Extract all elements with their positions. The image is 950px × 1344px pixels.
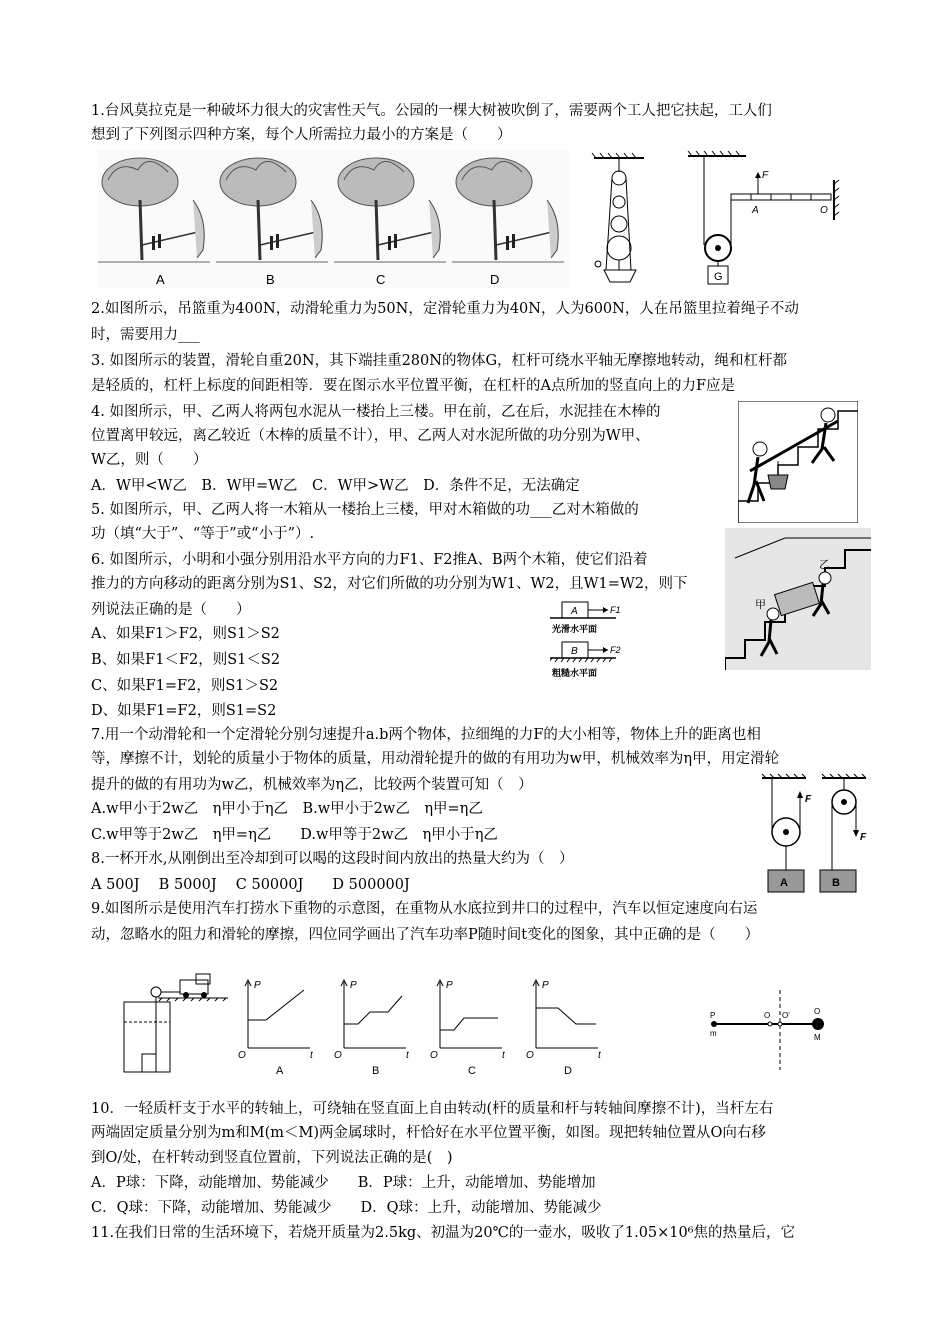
box-a-label: A (571, 606, 578, 617)
axis-p-label: P (446, 980, 453, 991)
text-line: 1.台风莫拉克是一种破坏力很大的灾害性天气。公园的一棵大树被吹倒了，需要两个工人把它扶起，工人们 (91, 103, 772, 119)
text-line: 功（填“大于”、“等于”或“小于”）. (91, 526, 315, 542)
text-line: C.w甲等于2w乙 η甲=η乙 D.w甲等于2w乙 η甲小于η乙 (91, 827, 498, 843)
text-line: 7.用一个动滑轮和一个定滑轮分别匀速提升a.b两个物体，拉细绳的力F的大小相等，物体上升的距离也相 (91, 727, 761, 743)
axis-t-label: t (598, 1050, 601, 1061)
force-f2-label: F2 (610, 645, 621, 655)
tree-options-figure (98, 150, 570, 288)
person-back-label: 乙 (819, 558, 830, 571)
mass-m-label: m (710, 1029, 717, 1038)
origin-label: O (526, 1050, 534, 1061)
force-label: F (805, 794, 812, 805)
axis-t-label: t (406, 1050, 409, 1061)
box-carry-figure (725, 528, 871, 670)
point-label: A (752, 205, 759, 216)
pivot-o2-label: O' (782, 1011, 790, 1020)
text-line: 是轻质的，杠杆上标度的间距相等．要在图示水平位置平衡，在杠杆的A点所加的竖直向上的力F应是 (91, 378, 736, 394)
text-line: 11.在我们日常的生活环境下，若烧开质量为2.5kg、初温为20℃的一壶水，吸收了1.05×10⁶焦的热量后，它 (91, 1225, 796, 1241)
option-label: B (266, 272, 275, 287)
text-line: 两端固定质量分别为m和M(m＜M)两金属球时，杆恰好在水平位置平衡，如图。现把转轴位置从O向右移 (91, 1125, 766, 1141)
text-line: 2.如图所示，吊篮重为400N，动滑轮重力为50N，定滑轮重力为40N，人为600N，人在吊篮里拉着绳子不动 (91, 301, 799, 317)
mass-big-m-label: M (814, 1033, 821, 1042)
text-line: 时，需要用力___ (91, 327, 200, 343)
text-line: 推力的方向移动的距离分别为S1、S2，对它们所做的功分别为W1、W2，且W1=W2，则下 (91, 576, 688, 592)
cement-carry-figure (738, 401, 858, 523)
surface-rough-label: 粗糙水平面 (552, 669, 598, 679)
surface-smooth-label: 光滑水平面 (552, 625, 598, 635)
box-b-label: B (571, 646, 578, 657)
text-line: A．P球：下降，动能增加、势能减少 B．P球：上升，动能增加、势能增加 (91, 1175, 596, 1191)
text-line: 5. 如图所示，甲、乙两人将一木箱从一楼抬上三楼，甲对木箱做的功___乙对木箱做的 (91, 502, 639, 518)
text-line: 想到了下列图示四种方案，每个人所需拉力最小的方案是（ ） (91, 127, 512, 143)
graph-option-label: A (276, 1065, 284, 1077)
block-b-label: B (832, 877, 840, 889)
graph-option-label: C (468, 1065, 476, 1077)
text-line: 10．一轻质杆支于水平的转轴上，可绕轴在竖直面上自由转动(杆的质量和杆与转轴间摩擦不计)，当杆左右 (91, 1101, 774, 1117)
text-line: W乙，则（ ） (91, 452, 208, 468)
option-label: A (156, 272, 165, 287)
text-line: 等，摩擦不计，划轮的质量小于物体的质量，用动滑轮提升的做的有用功为w甲，机械效率为η甲，用定滑轮 (91, 751, 780, 767)
text-line: 提升的做的有用功为w乙，机械效率为η乙，比较两个装置可知（ ） (91, 777, 533, 793)
text-line: A.w甲小于2w乙 η甲小于η乙 B.w甲小于2w乙 η甲=η乙 (91, 801, 483, 817)
text-line: A、如果F1＞F2，则S1＞S2 (91, 626, 280, 642)
graph-option-label: D (564, 1065, 572, 1077)
person-front-label: 甲 (755, 598, 766, 611)
block-a-label: A (780, 877, 788, 889)
text-line: C、如果F1=F2，则S1＞S2 (91, 678, 279, 694)
text-line: A．W甲<W乙 B．W甲=W乙 C．W甲>W乙 D．条件不足，无法确定 (91, 478, 580, 494)
boxes-surfaces-figure (550, 598, 640, 680)
text-line: 8.一杯开水,从刚倒出至冷却到可以喝的这段时间内放出的热量大约为（ ） (91, 851, 574, 867)
text-line: D、如果F1=F2，则S1=S2 (91, 703, 277, 719)
text-line: A 500J B 5000J C 50000J D 500000J (91, 877, 410, 893)
text-line: 6. 如图所示，小明和小强分别用沿水平方向的力F1、F2推A、B两个木箱，使它们沿着 (91, 552, 648, 568)
basket-pulley-figure (584, 150, 654, 290)
origin-label: O (334, 1050, 342, 1061)
origin-label: O (238, 1050, 246, 1061)
origin-label: O (430, 1050, 438, 1061)
graph-option-label: B (372, 1065, 380, 1077)
text-line: 位置离甲较远，离乙较近（木棒的质量不计），甲、乙两人对水泥所做的功分别为W甲、 (91, 428, 650, 444)
pulleys-ab-figure (758, 772, 870, 896)
axis-t-label: t (502, 1050, 505, 1061)
force-label: F (860, 832, 867, 843)
text-line: 9.如图所示是使用汽车打捞水下重物的示意图，在重物从水底拉到井口的过程中，汽车以恒定速度向右运 (91, 901, 758, 917)
option-label: D (490, 272, 500, 287)
ball-q-label: O (814, 1007, 821, 1016)
pivot-label: O (820, 205, 828, 216)
text-line: B、如果F1＜F2，则S1＜S2 (91, 652, 281, 668)
text-line: 列说法正确的是（ ） (91, 602, 251, 618)
weight-label: G (714, 271, 723, 283)
pivot-o-label: O (764, 1011, 771, 1020)
axis-p-label: P (350, 980, 357, 991)
option-label: C (376, 272, 386, 287)
axis-p-label: P (542, 980, 549, 991)
lever-pulley-figure (686, 150, 846, 290)
text-line: 到O/处，在杆转动到竖直位置前，下列说法正确的是( ) (91, 1150, 453, 1166)
force-f1-label: F1 (610, 605, 621, 615)
force-label: F (762, 170, 769, 181)
text-line: C．Q球：下降，动能增加、势能减少 D．Q球：上升，动能增加、势能减少 (91, 1200, 602, 1216)
axis-t-label: t (310, 1050, 313, 1061)
text-line: 3. 如图所示的装置，滑轮自重20N，其下端挂重280N的物体G，杠杆可绕水平轴无摩擦地转动，绳和杠杆都 (91, 353, 788, 369)
text-line: 4. 如图所示，甲、乙两人将两包水泥从一楼抬上三楼。甲在前，乙在后，水泥挂在木棒的 (91, 404, 661, 420)
text-line: 动，忽略水的阻力和滑轮的摩擦，四位同学画出了汽车功率P随时间t变化的图象，其中正确的是（ ） (91, 927, 760, 943)
axis-p-label: P (254, 980, 261, 991)
rod-balls-figure (700, 990, 834, 1070)
ball-p-label: P (710, 1011, 716, 1020)
truck-graphs-figure (118, 968, 618, 1080)
